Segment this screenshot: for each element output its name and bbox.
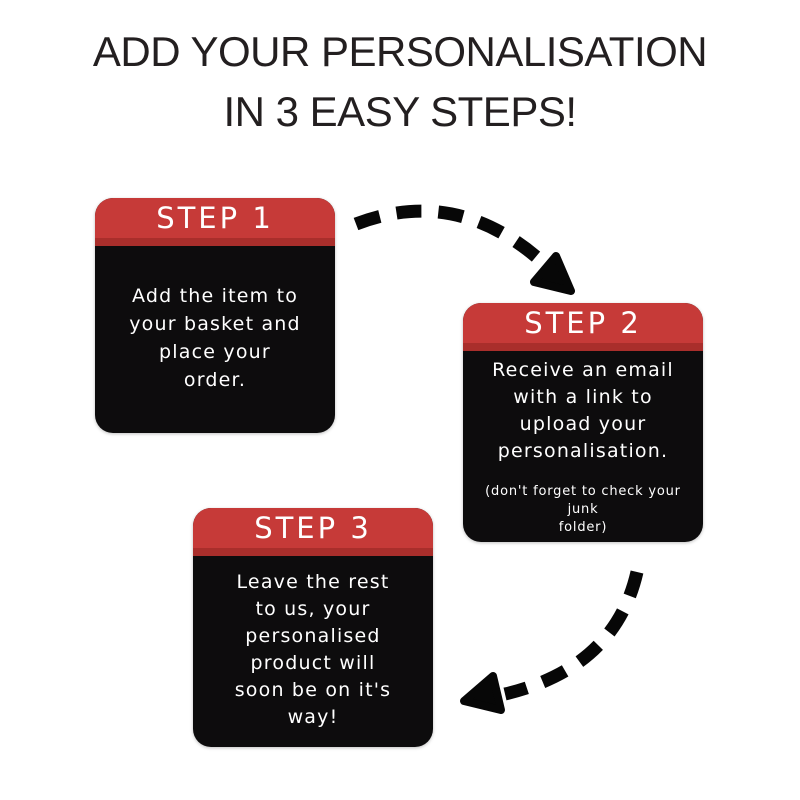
step-3-header — [193, 508, 433, 556]
step-1-header — [95, 198, 335, 246]
body-line: upload your — [519, 413, 647, 435]
step-2-card — [463, 303, 703, 542]
body-line: with a link to — [513, 386, 653, 408]
step-1-body — [95, 246, 335, 433]
body-line: Receive an email — [492, 359, 674, 381]
step-3-label: STEP 3 — [254, 511, 372, 545]
step-3-card — [193, 508, 433, 747]
step-2-body — [463, 351, 703, 542]
body-line: Leave the rest — [236, 570, 390, 593]
body-line: Add the item to — [131, 284, 299, 307]
step-3-body — [193, 556, 433, 747]
arrow-step2-to-step3-icon — [464, 572, 637, 710]
note-line: folder) — [558, 520, 608, 535]
page-title-line-1: ADD YOUR PERSONALISATION — [92, 28, 708, 75]
step-1-text — [129, 282, 301, 394]
body-line: order. — [183, 368, 247, 391]
step-2-junk-folder-note — [471, 483, 695, 537]
step-1-card — [95, 198, 335, 433]
page-title — [0, 22, 800, 142]
body-line: product will — [250, 651, 376, 674]
page-title-line-2: IN 3 EASY STEPS! — [223, 88, 577, 135]
body-line: personalised — [245, 624, 381, 647]
step-1-label: STEP 1 — [156, 201, 274, 235]
body-line: soon be on it's — [234, 678, 392, 701]
body-line: your basket and — [129, 312, 301, 335]
arrow-step1-to-step2-icon — [356, 211, 571, 291]
step-2-label: STEP 2 — [524, 306, 642, 340]
step-2-text — [492, 357, 674, 465]
body-line: personalisation. — [497, 440, 669, 462]
note-line: (don't forget to check your junk — [485, 484, 681, 517]
body-line: way! — [287, 705, 339, 728]
step-3-text — [235, 569, 392, 731]
body-line: to us, your — [255, 597, 371, 620]
body-line: place your — [159, 340, 271, 363]
step-2-header — [463, 303, 703, 351]
